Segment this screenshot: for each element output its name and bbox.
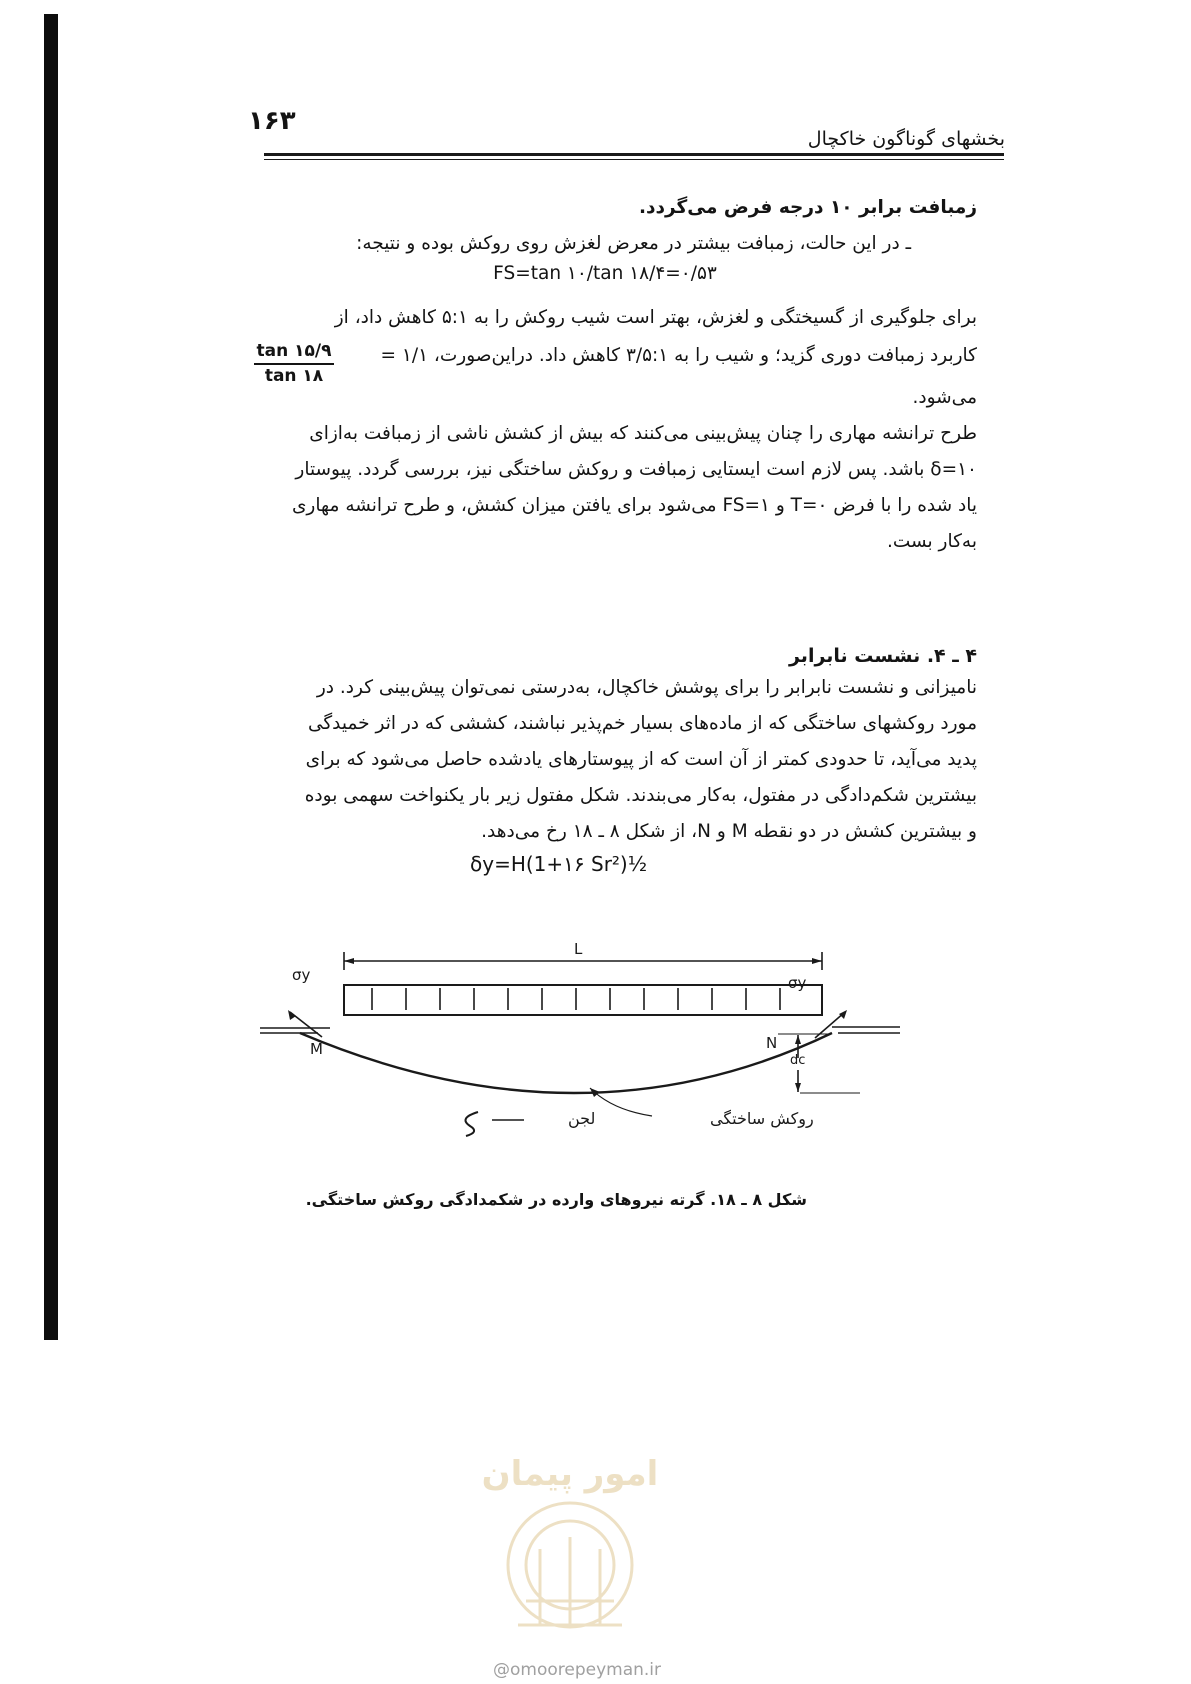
figure-caption: شکل ۸ ـ ۱۸. گرته نیروهای وارده در شکمدادگی روکش ساختگی. xyxy=(305,1190,807,1209)
para1-line-2: کاربرد زمبافت دوری گزید؛ و شیب را به ۳/۵:۱ کاهش داد. دراین‌صورت، ۱/۱ = xyxy=(380,345,977,366)
tan-fraction xyxy=(254,340,334,387)
label-sigma-right: σy xyxy=(788,974,807,992)
binding-edge xyxy=(44,14,58,1340)
label-sludge: لجن xyxy=(568,1109,596,1128)
label-liner: روکش ساختگی xyxy=(710,1109,814,1128)
section-line-4: بیشترین شکم‌دادگی در مفتول، به‌کار می‌بندند. شکل مفتول زیر بار یکنواخت سهمی بوده xyxy=(304,785,977,806)
uniform-load-box xyxy=(344,985,822,1015)
fraction-denominator: tan ۱۸ xyxy=(264,366,324,386)
sagging-liner-curve xyxy=(300,1033,832,1093)
para1-line-3: می‌شود. xyxy=(912,387,977,408)
para1-line-1: برای جلوگیری از گسیختگی و لغزش، بهتر است شیب روکش را به ۵:۱ کاهش داد، از xyxy=(334,307,977,328)
page-number: ۱۶۳ xyxy=(248,106,296,136)
liner-deflection-figure xyxy=(260,940,900,1180)
section-line-3: پدید می‌آید، تا حدودی کمتر از آن است که از پیوستارهای یادشده حاصل می‌شود که برای xyxy=(305,749,977,770)
body-line-2: ـ در این حالت، زمبافت بیشتر در معرض لغزش روی روکش بوده و نتیجه: xyxy=(356,233,911,254)
body-line-1: زمبافت برابر ۱۰ درجه فرض می‌گردد. xyxy=(638,197,977,218)
para2-line-4: به‌کار بست. xyxy=(886,531,977,552)
seal-text: امور پیمان xyxy=(481,1454,659,1494)
watermark-seal xyxy=(470,1425,670,1655)
label-sigma-left: σy xyxy=(292,966,311,984)
label-L: L xyxy=(574,940,583,958)
label-dc: dc xyxy=(790,1053,806,1068)
section-line-1: نامیزانی و نشست نابرابر را برای پوشش خاکچال، به‌درستی نمی‌توان پیش‌بینی کرد. در xyxy=(316,677,977,698)
formula-deflection: δy=H(1+۱۶ Sr²)½ xyxy=(470,852,648,876)
para2-line-2: δ=۱۰ باشد. پس لازم است ایستایی زمبافت و روکش ساختگی نیز، بررسی گردد. پیوستار xyxy=(295,459,977,480)
formula-fs: FS=tan ۱۰/tan ۱۸/۴=۰/۵۳ xyxy=(493,263,717,284)
running-title: بخشهای گوناگون خاکچال xyxy=(807,128,1005,150)
load-arrows xyxy=(372,988,780,1010)
sludge-squiggle xyxy=(466,1112,479,1136)
header-rule-thick xyxy=(264,153,1004,156)
watermark-url: @omoorepeyman.ir xyxy=(493,1660,662,1680)
label-M: M xyxy=(310,1040,323,1058)
fraction-numerator: tan ۱۵/۹ xyxy=(254,340,334,365)
para2-line-3: یاد شده را با فرض T=۰ و FS=۱ می‌شود برای یافتن میزان کشش، و طرح ترانشه مهاری xyxy=(291,495,977,516)
para2-line-1: طرح ترانشه مهاری را چنان پیش‌بینی می‌کنند که بیش از کشش ناشی از زمبافت به‌ازای xyxy=(309,423,977,444)
section-line-2: مورد روکشهای ساختگی که از ماده‌های بسیار خم‌پذیر نباشند، کششی که در اثر خمیدگی xyxy=(307,713,977,734)
section-line-5: و بیشترین کشش در دو نقطه M و N، از شکل ۸ ـ ۱۸ رخ می‌دهد. xyxy=(481,821,977,842)
section-heading: ۴ ـ ۴. نشست نابرابر xyxy=(788,645,977,667)
label-N: N xyxy=(766,1034,778,1052)
header-rule-thin xyxy=(264,159,1004,160)
